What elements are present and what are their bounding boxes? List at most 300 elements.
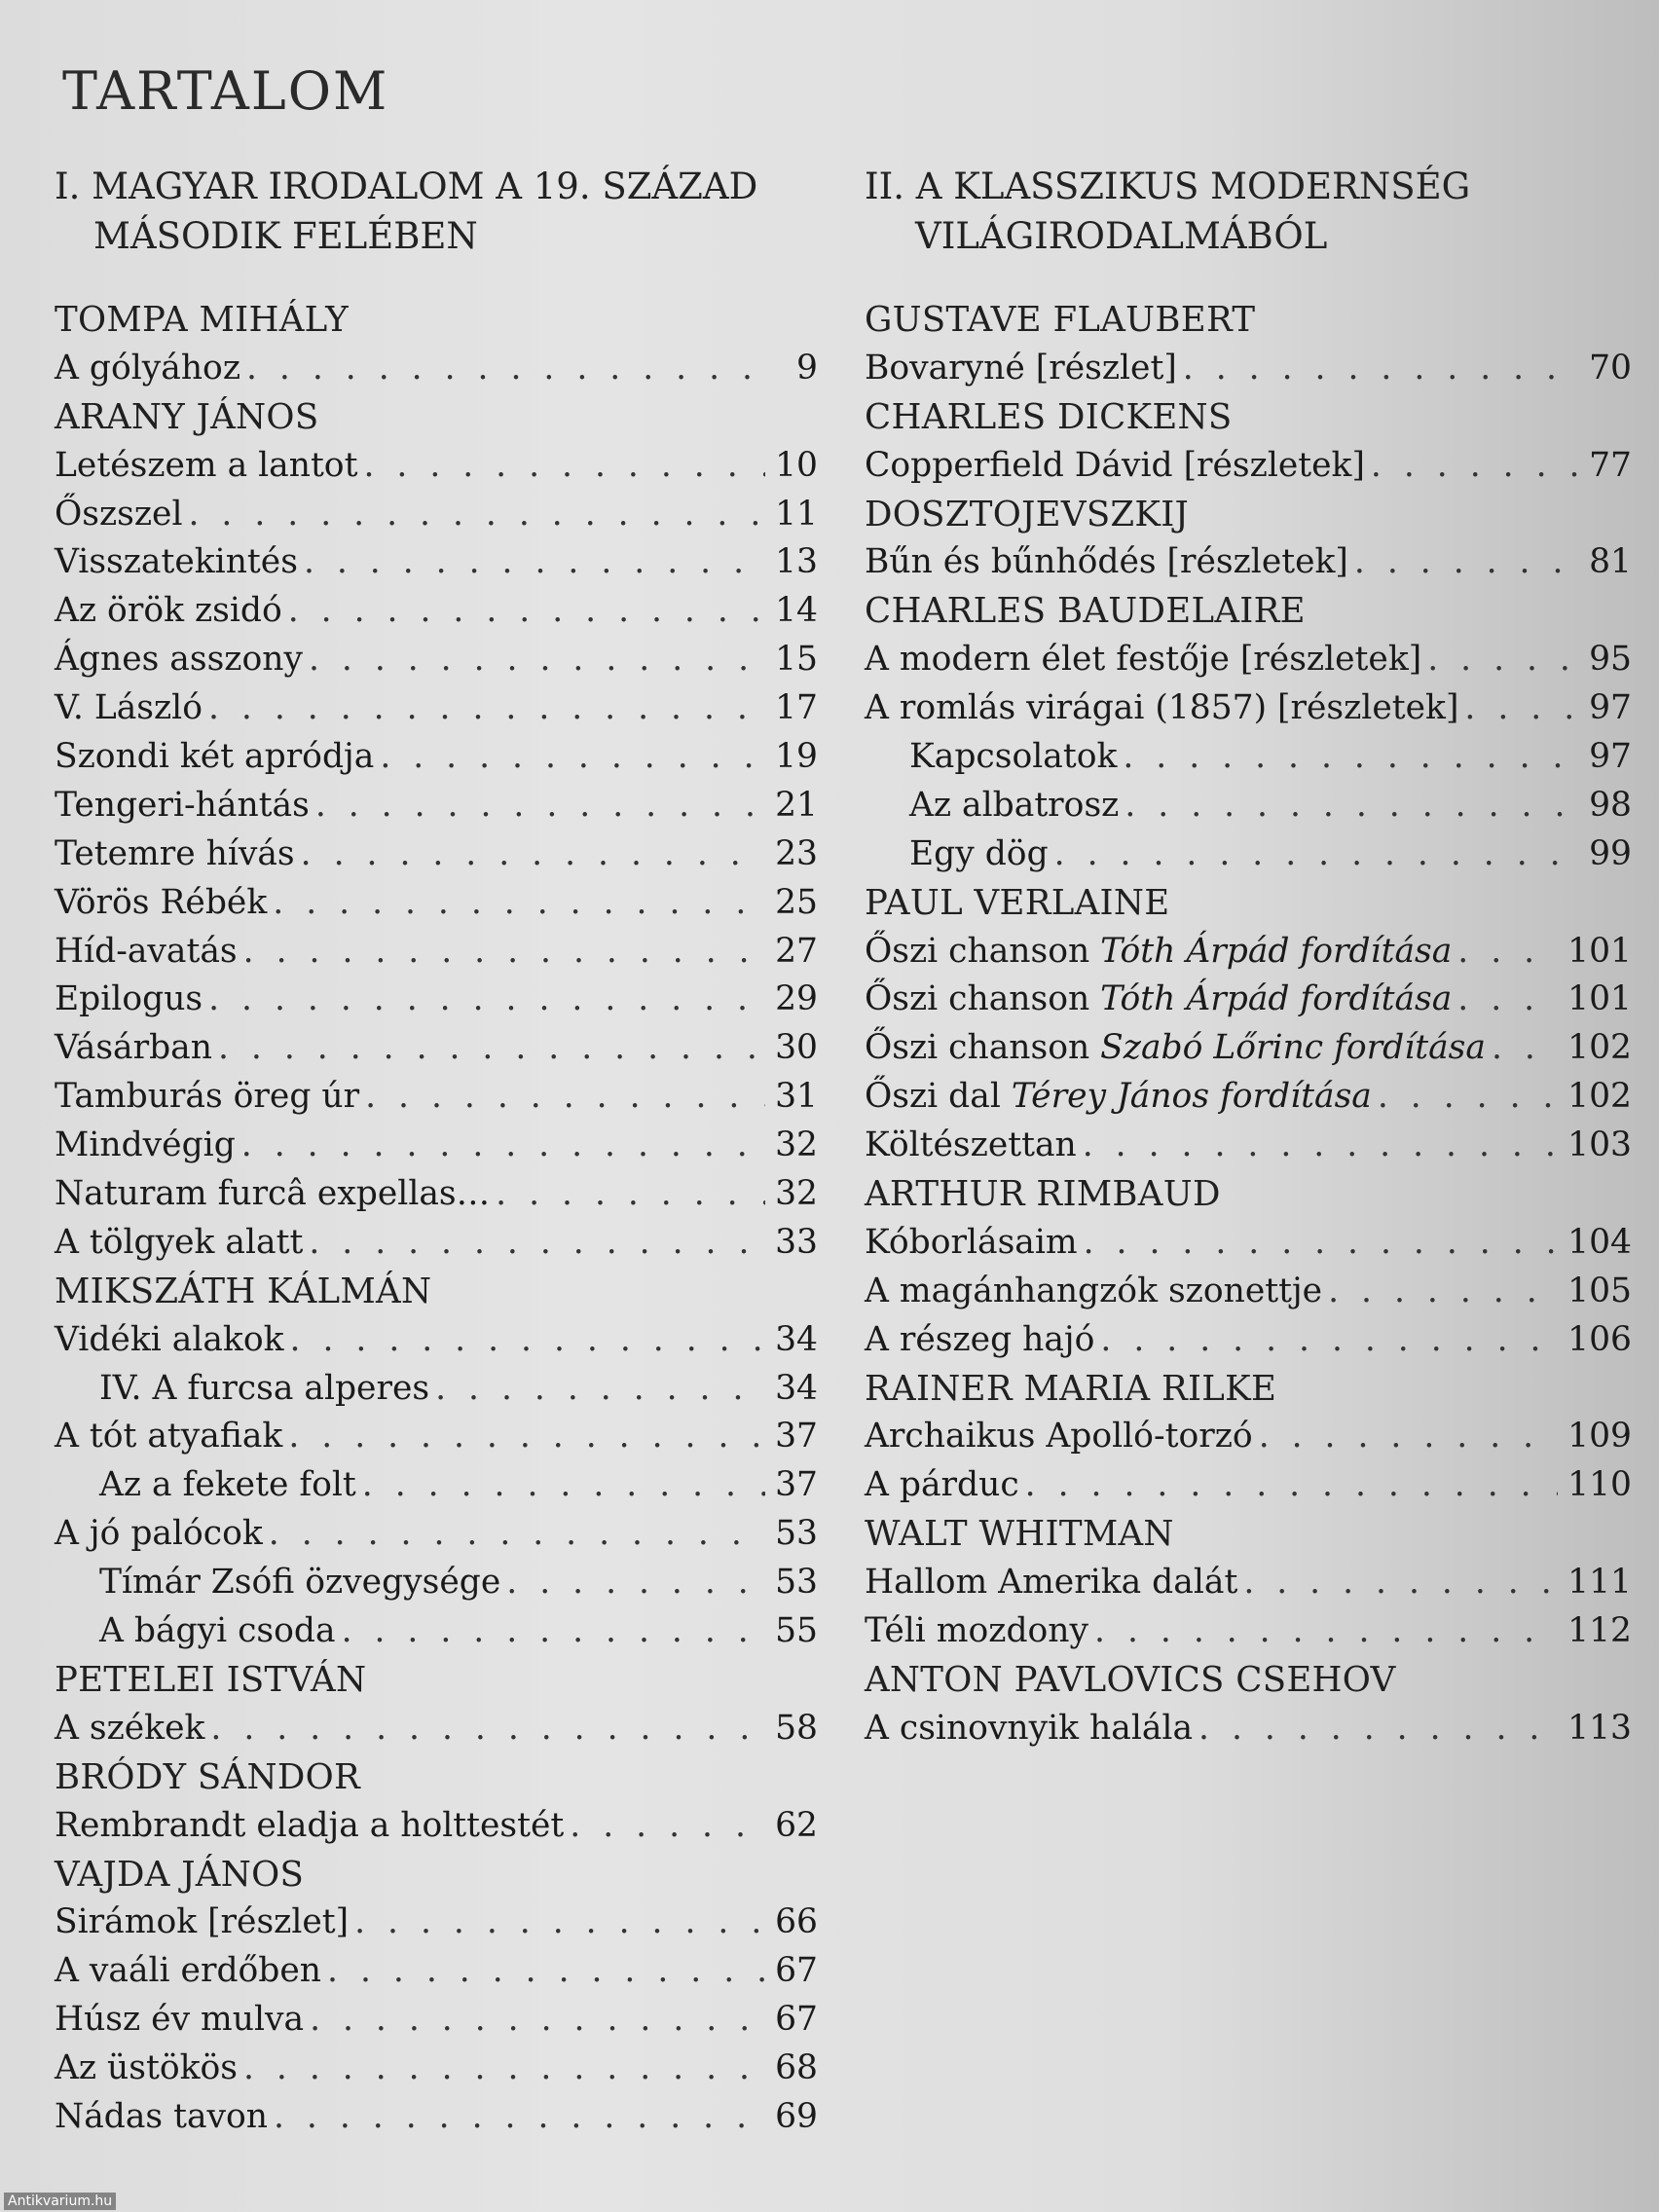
page-number: 99 (1589, 833, 1632, 873)
toc-entry (865, 976, 1632, 1024)
toc-entry (865, 1461, 1632, 1510)
page-number: 112 (1567, 1611, 1632, 1651)
entry-title (55, 1365, 429, 1414)
page-number: 37 (775, 1417, 818, 1456)
author-name (55, 1851, 304, 1899)
entry-title (55, 879, 267, 928)
dot-leader (243, 2045, 765, 2093)
toc-entry (55, 1024, 818, 1073)
dot-leader (1464, 684, 1579, 733)
toc-entry (865, 1705, 1632, 1753)
entry-title-text: A párduc (865, 1465, 1019, 1505)
entry-title-text: Az üstökös (55, 2048, 238, 2088)
toc-entry (55, 2045, 818, 2093)
entry-title (865, 782, 1119, 830)
dot-leader (1094, 1607, 1558, 1656)
entry-title (865, 538, 1348, 587)
entry-title-text: Tetemre hívás (55, 833, 295, 873)
toc-entry (865, 1559, 1632, 1607)
dot-leader (1100, 1316, 1558, 1365)
translator-credit: Szabó Lőrinc fordítása (1100, 1028, 1486, 1068)
page-number: 32 (775, 1125, 818, 1165)
page-number: 11 (775, 494, 818, 534)
page-number: 37 (775, 1465, 818, 1505)
part-title-line: II. A KLASSZIKUS MODERNSÉG (865, 166, 1471, 207)
page-number: 95 (1589, 640, 1632, 680)
dot-leader (189, 491, 766, 539)
dot-leader (327, 1947, 765, 1996)
toc-entry (55, 733, 818, 782)
dot-leader (301, 830, 765, 879)
entry-title-text: A modern élet festője [részletek] (865, 640, 1422, 680)
dot-leader (208, 684, 765, 733)
page-number: 105 (1567, 1271, 1632, 1310)
dot-leader (1054, 830, 1579, 879)
dot-leader (1328, 1268, 1558, 1316)
dot-leader (1354, 538, 1579, 587)
entry-title-text: A csinovnyik halála (865, 1708, 1194, 1748)
toc-entry (865, 345, 1632, 393)
toc-entry (55, 1705, 818, 1753)
dot-leader (354, 1899, 765, 1947)
dot-leader (288, 587, 765, 636)
author-heading (865, 393, 1632, 442)
dot-leader (1259, 1413, 1558, 1461)
toc-entry (55, 345, 818, 393)
toc-entry (55, 976, 818, 1024)
toc-entry (865, 1219, 1632, 1268)
entry-title (865, 733, 1117, 782)
entry-title-text: MIKSZÁTH KÁLMÁN (55, 1271, 432, 1311)
toc-entry (55, 2093, 818, 2142)
author-name (55, 1656, 366, 1705)
toc-entry (55, 1802, 818, 1851)
author-heading (865, 879, 1632, 928)
toc-column-left (55, 162, 818, 2142)
page-number: 102 (1567, 1028, 1632, 1068)
entry-title-text: Sirámok [részlet] (55, 1902, 350, 1942)
entry-title-text: V. László (55, 688, 203, 728)
page-number: 62 (775, 1805, 818, 1845)
entry-title (865, 1268, 1322, 1316)
author-heading (55, 1851, 818, 1899)
toc-entry (865, 684, 1632, 733)
toc-entry (55, 1365, 818, 1414)
entry-title-text: Egy dög (909, 833, 1049, 873)
entry-title (865, 1413, 1253, 1461)
entry-title-text: PAUL VERLAINE (865, 882, 1170, 923)
dot-leader (1371, 442, 1579, 491)
entry-title-text: VAJDA JÁNOS (55, 1854, 305, 1895)
entry-title-text: DOSZTOJEVSZKIJ (865, 494, 1190, 535)
entry-title (55, 684, 203, 733)
page-number: 15 (775, 640, 818, 680)
author-heading (865, 587, 1632, 636)
toc-entry (55, 879, 818, 928)
page-number: 31 (775, 1077, 818, 1117)
toc-entry (55, 782, 818, 830)
entry-title (55, 1170, 490, 1219)
entry-title-text: A székek (55, 1708, 205, 1748)
page-number: 21 (775, 785, 818, 825)
toc-entry (55, 1316, 818, 1365)
page-number: 69 (775, 2096, 818, 2136)
entry-title-text: RAINER MARIA RILKE (865, 1368, 1277, 1409)
toc-entry (865, 1073, 1632, 1122)
dot-leader (241, 1122, 765, 1170)
toc-entry (55, 830, 818, 879)
page-number: 30 (775, 1028, 818, 1068)
entry-title (55, 830, 295, 879)
author-name (865, 587, 1306, 636)
toc-entry (865, 442, 1632, 491)
author-heading (55, 393, 818, 442)
entry-title-text: BRÓDY SÁNDOR (55, 1756, 361, 1797)
toc-entry (55, 928, 818, 977)
toc-entry (55, 538, 818, 587)
entry-title-text: A tölgyek alatt (55, 1222, 304, 1262)
author-heading (865, 296, 1632, 345)
entry-title-text: Kóborlásaim (865, 1222, 1078, 1262)
watermark: Antikvarium.hu (4, 2193, 116, 2210)
entry-title-text: Archaikus Apolló-torzó (865, 1417, 1253, 1456)
toc-entry (865, 538, 1632, 587)
dot-leader (435, 1365, 765, 1414)
toc-entry (865, 1607, 1632, 1656)
dot-leader (570, 1802, 765, 1851)
page-number: 9 (796, 348, 818, 387)
page-number: 77 (1589, 445, 1632, 485)
entry-title (865, 1607, 1088, 1656)
page-number: 97 (1589, 688, 1632, 728)
entry-title-text: Bovaryné [részlet] (865, 348, 1177, 387)
dot-leader (1124, 782, 1579, 830)
entry-title-text: A romlás virágai (1857) [részletek] (865, 688, 1459, 728)
entry-title (55, 636, 303, 684)
page-number: 25 (775, 882, 818, 922)
page-number: 97 (1589, 737, 1632, 777)
dot-leader (506, 1559, 765, 1607)
entry-title-text: A tót atyafiak (55, 1417, 283, 1456)
page-number: 103 (1567, 1125, 1632, 1165)
entry-title-text: CHARLES DICKENS (865, 396, 1233, 437)
entry-title-text: Bűn és bűnhődés [részletek] (865, 542, 1348, 582)
page-number: 66 (775, 1902, 818, 1942)
toc-entry (865, 1413, 1632, 1461)
dot-leader (273, 879, 765, 928)
entry-title-text: Őszi chanson (865, 1028, 1101, 1068)
dot-leader (380, 733, 765, 782)
translator-credit: Tóth Árpád fordítása (1100, 931, 1453, 971)
entry-title-text: ARTHUR RIMBAUD (865, 1174, 1221, 1215)
entry-title (55, 782, 310, 830)
page-number: 19 (775, 737, 818, 777)
entry-title (55, 1705, 204, 1753)
entry-title (865, 1461, 1019, 1510)
dot-leader (1427, 636, 1579, 684)
page-number: 101 (1567, 979, 1632, 1019)
entry-title (865, 1122, 1077, 1170)
page-number: 68 (775, 2048, 818, 2088)
entry-title (55, 1024, 212, 1073)
toc-entry (55, 1461, 818, 1510)
entry-title-text: ANTON PAVLOVICS CSEHOV (865, 1659, 1396, 1700)
author-name (865, 1656, 1396, 1705)
dot-leader (362, 1461, 765, 1510)
author-name (865, 1365, 1276, 1414)
entry-title-text: GUSTAVE FLAUBERT (865, 300, 1256, 340)
entry-title (55, 491, 183, 539)
part-title-line: I. MAGYAR IRODALOM A 19. SZÁZAD (55, 166, 758, 207)
entry-title-text: Szondi két apródja (55, 737, 375, 777)
entry-title-text: Őszi chanson (865, 931, 1101, 971)
page-number: 70 (1589, 348, 1632, 387)
entry-title-text: Kapcsolatok (909, 737, 1118, 777)
entry-title-text: Tengeri-hántás (55, 785, 310, 825)
author-name (865, 296, 1255, 345)
dot-leader (1378, 1073, 1558, 1122)
entry-title-text: Epilogus (55, 979, 203, 1019)
page-number: 111 (1567, 1563, 1632, 1603)
entry-title-text: Vörös Rébék (55, 882, 268, 922)
entry-title-text: Húsz év mulva (55, 2000, 305, 2040)
entry-title-text: Vidéki alakok (55, 1319, 284, 1359)
entry-title (55, 733, 374, 782)
toc-entry (865, 1316, 1632, 1365)
page-number: 98 (1589, 785, 1632, 825)
entry-title (55, 1996, 304, 2045)
toc-entry (55, 1413, 818, 1461)
entry-title-text: Téli mozdony (865, 1611, 1089, 1651)
entry-title-text: TOMPA MIHÁLY (55, 300, 349, 340)
author-name (865, 491, 1189, 539)
dot-leader (246, 345, 769, 393)
page-number: 55 (775, 1611, 818, 1651)
entry-title (865, 1024, 1486, 1073)
entry-title (55, 2045, 238, 2093)
dot-leader (363, 442, 765, 491)
page-number: 102 (1567, 1077, 1632, 1117)
author-name (865, 879, 1169, 928)
entry-title-text: Híd-avatás (55, 931, 238, 971)
page-number: 14 (775, 591, 818, 631)
dot-leader (1457, 928, 1558, 977)
entry-title (865, 636, 1421, 684)
entry-title-text: Copperfield Dávid [részletek] (865, 445, 1365, 485)
translator-credit: Tóth Árpád fordítása (1100, 979, 1453, 1019)
page-number: 110 (1567, 1465, 1632, 1505)
author-heading (55, 296, 818, 345)
entry-title-text: Ágnes asszony (55, 640, 303, 680)
entry-title (55, 442, 357, 491)
page-number: 53 (775, 1563, 818, 1603)
page-number: 27 (775, 931, 818, 971)
entry-title (55, 1559, 500, 1607)
entry-title-text: Vásárban (55, 1028, 212, 1068)
toc-entry (865, 928, 1632, 977)
author-heading (865, 1365, 1632, 1414)
entry-title (55, 1316, 284, 1365)
dot-leader (1084, 1219, 1559, 1268)
toc-list (865, 296, 1632, 1753)
entry-title (55, 1802, 564, 1851)
dot-leader (1492, 1024, 1558, 1073)
page-number: 23 (775, 833, 818, 873)
page-number: 29 (775, 979, 818, 1019)
toc-entry (55, 1510, 818, 1559)
page-title: TARTALOM (62, 60, 389, 122)
dot-leader (1123, 733, 1579, 782)
toc-entry (55, 1607, 818, 1656)
entry-title (865, 976, 1452, 1024)
dot-leader (290, 1316, 766, 1365)
entry-title-text: Rembrandt eladja a holttestét (55, 1805, 565, 1845)
author-name (865, 393, 1233, 442)
page-number: 34 (775, 1319, 818, 1359)
entry-title-text: A jó palócok (55, 1514, 263, 1554)
dot-leader (1243, 1559, 1558, 1607)
page-number: 32 (775, 1174, 818, 1214)
dot-leader (218, 1024, 765, 1073)
entry-title-text: Visszatekintés (55, 542, 298, 582)
entry-title-text: A bágyi csoda (99, 1611, 336, 1651)
entry-title (865, 1219, 1078, 1268)
translator-credit: Térey János fordítása (1011, 1077, 1372, 1117)
author-heading (55, 1753, 818, 1802)
toc-entry (55, 684, 818, 733)
entry-title (865, 830, 1049, 879)
entry-title (55, 538, 298, 587)
part-title-line: VILÁGIRODALMÁBÓL (915, 215, 1328, 257)
entry-title (865, 1559, 1237, 1607)
toc-entry (55, 636, 818, 684)
dot-leader (1083, 1122, 1558, 1170)
dot-leader (208, 976, 765, 1024)
dot-leader (365, 1073, 765, 1122)
dot-leader (342, 1607, 766, 1656)
page-number: 17 (775, 688, 818, 728)
toc-entry (865, 733, 1632, 782)
toc-entry (865, 830, 1632, 879)
dot-leader (310, 1996, 765, 2045)
toc-column-right (865, 162, 1632, 1753)
toc-entry (865, 782, 1632, 830)
toc-entry (865, 1024, 1632, 1073)
author-heading (55, 1268, 818, 1316)
toc-entry (55, 491, 818, 539)
entry-title-text: A vaáli erdőben (55, 1951, 322, 1991)
toc-entry (55, 1122, 818, 1170)
entry-title (55, 2093, 268, 2142)
entry-title (55, 928, 238, 977)
page-number: 10 (775, 445, 818, 485)
entry-title (865, 684, 1458, 733)
entry-title-text: CHARLES BAUDELAIRE (865, 591, 1306, 632)
dot-leader (210, 1705, 765, 1753)
entry-title (55, 1947, 321, 1996)
entry-title (55, 587, 282, 636)
toc-entry (55, 1899, 818, 1947)
author-name (55, 1753, 360, 1802)
entry-title (865, 928, 1452, 977)
page-number: 109 (1567, 1417, 1632, 1456)
entry-title-text: Mindvégig (55, 1125, 236, 1165)
dot-leader (315, 782, 765, 830)
entry-title (865, 442, 1365, 491)
toc-entry (865, 1268, 1632, 1316)
entry-title (55, 1607, 336, 1656)
author-name (55, 1268, 431, 1316)
page-number: 81 (1589, 542, 1632, 582)
entry-title-text: Őszszel (55, 494, 183, 534)
author-heading (865, 491, 1632, 539)
entry-title-text: A részeg hajó (865, 1319, 1095, 1359)
part-title-2 (865, 162, 1632, 261)
entry-title-text: Őszi chanson (865, 979, 1101, 1019)
entry-title-text: Az örök zsidó (55, 591, 282, 631)
toc-list (55, 296, 818, 2142)
entry-title (55, 1073, 359, 1122)
author-name (865, 1510, 1174, 1559)
entry-title-text: Az albatrosz (909, 785, 1120, 825)
entry-title-text: Tímár Zsófi özvegysége (99, 1563, 501, 1603)
page-number: 113 (1567, 1708, 1632, 1748)
entry-title-text: A gólyához (55, 348, 240, 387)
entry-title (55, 1461, 356, 1510)
entry-title-text: Tamburás öreg úr (55, 1077, 360, 1117)
entry-title-text: Hallom Amerika dalát (865, 1563, 1238, 1603)
dot-leader (309, 1219, 765, 1268)
entry-title (55, 1122, 236, 1170)
toc-entry (55, 442, 818, 491)
author-name (865, 1170, 1221, 1219)
dot-leader (288, 1413, 765, 1461)
entry-title-text: Nádas tavon (55, 2096, 268, 2136)
page-number: 101 (1567, 931, 1632, 971)
page-number: 104 (1567, 1222, 1632, 1262)
dot-leader (274, 2093, 765, 2142)
toc-entry (55, 1170, 818, 1219)
dot-leader (496, 1170, 765, 1219)
entry-title-text: PETELEI ISTVÁN (55, 1659, 367, 1700)
entry-title-text: Költészettan (865, 1125, 1077, 1165)
page-number: 67 (775, 1951, 818, 1991)
dot-leader (1198, 1705, 1558, 1753)
toc-entry (865, 636, 1632, 684)
dot-leader (269, 1510, 765, 1559)
page-number: 34 (775, 1368, 818, 1408)
dot-leader (309, 636, 765, 684)
entry-title-text: Naturam furcâ expellas… (55, 1174, 491, 1214)
entry-title-text: Az a fekete folt (99, 1465, 356, 1505)
entry-title-text: Őszi dal (865, 1077, 1012, 1117)
author-name (55, 393, 318, 442)
toc-entry (55, 1947, 818, 1996)
page-number: 13 (775, 542, 818, 582)
page-number: 53 (775, 1514, 818, 1554)
dot-leader (1025, 1461, 1558, 1510)
entry-title-text: WALT WHITMAN (865, 1514, 1174, 1555)
dot-leader (1183, 345, 1579, 393)
entry-title (865, 345, 1177, 393)
page-number: 106 (1567, 1319, 1632, 1359)
entry-title (55, 1219, 303, 1268)
page-number: 67 (775, 2000, 818, 2040)
entry-title (55, 1510, 263, 1559)
entry-title (55, 1899, 349, 1947)
toc-entry (55, 1219, 818, 1268)
part-title-1 (55, 162, 818, 261)
